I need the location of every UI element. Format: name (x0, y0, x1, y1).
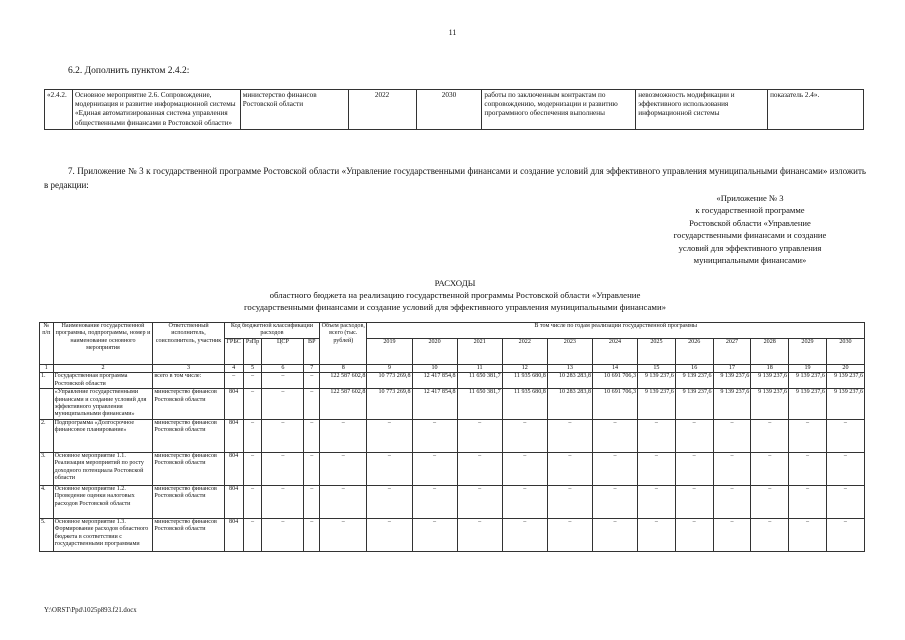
column-number: 2 (53, 364, 153, 372)
table-row (40, 518, 865, 551)
row-total: 122 587 602,8 (320, 389, 367, 420)
paragraph-7: 7. Приложение № 3 к государственной программе Ростовской области «Управление государственными финансами и создание условий для эффективного управления муниципальными финансами» изложить в редакции: (44, 166, 866, 190)
header-grbs: ГРБС (224, 338, 243, 364)
row-executor: министерство финансов Ростовской области (153, 389, 224, 420)
header-row (40, 323, 865, 339)
appendix-line: «Приложение № 3 (716, 193, 784, 203)
header-year: 2021 (457, 338, 502, 364)
row-grbs: 804 (224, 518, 243, 551)
appendix-line: государственными финансами и создание (673, 230, 827, 241)
row-year-value: – (713, 419, 751, 452)
row-year-value: – (367, 419, 412, 452)
section-6-2-heading: 6.2. Дополнить пунктом 2.4.2: (68, 66, 190, 76)
row-year-value: 9 139 237,6 (638, 389, 676, 420)
table-row (40, 419, 865, 452)
column-number: 8 (320, 364, 367, 372)
row-year-value: – (367, 518, 412, 551)
header-executor: Ответственный исполнитель, соисполнитель, участник (153, 323, 224, 365)
column-number: 9 (367, 364, 412, 372)
row-executor: министерство финансов Ростовской области (153, 518, 224, 551)
row-year-value: 11 650 381,7 (457, 373, 502, 389)
header-year: 2025 (638, 338, 676, 364)
table-row (40, 452, 865, 485)
header-year: 2027 (713, 338, 751, 364)
appendix-line: Ростовской области «Управление (689, 217, 811, 228)
row-total: – (320, 452, 367, 485)
row-csr: – (262, 419, 304, 452)
amendment-start-year: 2022 (348, 90, 416, 130)
row-grbs: – (224, 373, 243, 389)
row-year-value: – (457, 485, 502, 518)
row-vr: – (304, 518, 320, 551)
header-year: 2029 (789, 338, 827, 364)
column-number: 3 (153, 364, 224, 372)
column-number: 1 (40, 364, 54, 372)
column-number: 13 (547, 364, 592, 372)
row-csr: – (262, 485, 304, 518)
amendment-name: Основное мероприятие 2.6. Сопровождение, модернизация и развитие информационной системы «Единая автоматизированная система управления общественными финансами в Ростовской области» (72, 90, 240, 130)
row-csr: – (262, 373, 304, 389)
row-grbs: 804 (224, 452, 243, 485)
row-vr: – (304, 373, 320, 389)
column-number: 5 (243, 364, 262, 372)
amendment-consequence: невозможность модификации и эффективного использования информационной системы (636, 90, 768, 130)
row-grbs: 804 (224, 485, 243, 518)
row-year-value: 9 139 237,6 (789, 373, 827, 389)
row-year-value: – (751, 485, 789, 518)
row-total: – (320, 518, 367, 551)
row-year-value: 11 650 381,7 (457, 389, 502, 420)
row-year-value: – (502, 419, 547, 452)
column-number: 14 (592, 364, 637, 372)
row-year-value: – (457, 452, 502, 485)
header-by-years: В том числе по годам реализации государственной программы (367, 323, 865, 339)
column-number: 10 (412, 364, 457, 372)
row-num: 5. (40, 518, 54, 551)
row-year-value: – (412, 518, 457, 551)
row-vr: – (304, 452, 320, 485)
row-year-value: 10 691 706,3 (592, 389, 637, 420)
row-year-value: 9 139 237,6 (675, 373, 713, 389)
row-year-value: – (547, 419, 592, 452)
header-year: 2020 (412, 338, 457, 364)
table-row (40, 389, 865, 420)
row-csr: – (262, 518, 304, 551)
row-year-value: 10 283 283,8 (547, 389, 592, 420)
row-year-value: – (789, 452, 827, 485)
row-year-value: – (826, 419, 864, 452)
amendment-num: «2.4.2. (45, 90, 73, 130)
row-name: Государственная программа Ростовской области (53, 373, 153, 389)
row-year-value: 9 139 237,6 (713, 373, 751, 389)
row-year-value: – (547, 452, 592, 485)
row-year-value: – (713, 485, 751, 518)
appendix-header (600, 192, 900, 267)
row-name: Подпрограмма «Долгосрочное финансовое планирование» (53, 419, 153, 452)
header-name: Наименование государственной программы, подпрограммы, номер и наименование основного мероприятия (53, 323, 153, 365)
row-year-value: – (502, 485, 547, 518)
amendment-end-year: 2030 (416, 90, 482, 130)
row-total: – (320, 419, 367, 452)
row-year-value: – (592, 452, 637, 485)
header-vr: ВР (304, 338, 320, 364)
row-year-value: – (592, 419, 637, 452)
row-year-value: – (547, 518, 592, 551)
appendix-line: к государственной программе (695, 205, 805, 216)
expenses-heading (44, 277, 866, 313)
header-year: 2023 (547, 338, 592, 364)
row-year-value: 12 417 854,8 (412, 389, 457, 420)
column-number: 16 (675, 364, 713, 372)
row-year-value: – (826, 452, 864, 485)
row-name: Основное мероприятие 1.2. Проведение оценки налоговых расходов Ростовской области (53, 485, 153, 518)
row-year-value: 12 417 854,8 (412, 373, 457, 389)
row-year-value: 9 139 237,6 (789, 389, 827, 420)
row-num: 4. (40, 485, 54, 518)
row-csr: – (262, 452, 304, 485)
row-year-value: 9 139 237,6 (713, 389, 751, 420)
row-year-value: – (457, 419, 502, 452)
row-rzpr: – (243, 389, 262, 420)
row-year-value: 9 139 237,6 (638, 373, 676, 389)
row-year-value: – (367, 485, 412, 518)
row-year-value: – (826, 485, 864, 518)
row-rzpr: – (243, 419, 262, 452)
row-year-value: – (675, 419, 713, 452)
amendment-executor: министерство финансов Ростовской области (240, 90, 348, 130)
row-year-value: – (412, 452, 457, 485)
row-year-value: – (789, 518, 827, 551)
header-year: 2026 (675, 338, 713, 364)
row-num: 2. (40, 419, 54, 452)
row-name: Основное мероприятие 1.3. Формирование расходов областного бюджета в соответствии с государственными программами (53, 518, 153, 551)
file-path-footer: Y:\ORST\Ppd\1025p893.f21.docx (44, 607, 137, 614)
row-year-value: – (638, 452, 676, 485)
expenses-title: РАСХОДЫ (434, 278, 476, 288)
column-number: 4 (224, 364, 243, 372)
header-year: 2019 (367, 338, 412, 364)
header-num: № п/п (40, 323, 54, 365)
row-year-value: – (502, 518, 547, 551)
row-rzpr: – (243, 373, 262, 389)
row-vr: – (304, 419, 320, 452)
amendment-row (45, 90, 864, 130)
expenses-subtitle-line: государственными финансами и создание условий для эффективного управления муниципальными финансами» (243, 302, 667, 313)
column-number: 15 (638, 364, 676, 372)
amendment-table (44, 89, 864, 130)
row-name: «Управление государственными финансами и создание условий для эффективного управления муниципальными финансами» (53, 389, 153, 420)
row-year-value: – (789, 485, 827, 518)
row-year-value: – (713, 518, 751, 551)
row-year-value: 10 691 706,3 (592, 373, 637, 389)
column-number: 19 (789, 364, 827, 372)
row-year-value: – (592, 518, 637, 551)
column-number: 18 (751, 364, 789, 372)
row-executor: министерство финансов Ростовской области (153, 419, 224, 452)
row-year-value: 9 139 237,6 (751, 389, 789, 420)
column-number: 6 (262, 364, 304, 372)
row-year-value: – (412, 485, 457, 518)
header-csr: ЦСР (262, 338, 304, 364)
row-year-value: – (826, 518, 864, 551)
row-year-value: – (675, 452, 713, 485)
amendment-indicator: показатель 2.4». (768, 90, 864, 130)
row-year-value: 9 139 237,6 (826, 389, 864, 420)
column-number: 17 (713, 364, 751, 372)
row-year-value: – (592, 485, 637, 518)
row-year-value: 10 773 269,8 (367, 373, 412, 389)
row-year-value: – (502, 452, 547, 485)
header-volume: Объем расходов, всего (тыс. рублей) (320, 323, 367, 365)
header-year: 2022 (502, 338, 547, 364)
row-rzpr: – (243, 518, 262, 551)
row-year-value: – (675, 518, 713, 551)
header-year: 2024 (592, 338, 637, 364)
row-year-value: 9 139 237,6 (826, 373, 864, 389)
row-executor: министерство финансов Ростовской области (153, 452, 224, 485)
row-year-value: 10 773 269,8 (367, 389, 412, 420)
row-grbs: 804 (224, 389, 243, 420)
row-grbs: 804 (224, 419, 243, 452)
appendix-line: муниципальными финансами» (693, 255, 807, 266)
page-number: 11 (448, 28, 457, 37)
row-year-value: – (675, 485, 713, 518)
row-year-value: 9 139 237,6 (675, 389, 713, 420)
row-vr: – (304, 389, 320, 420)
row-year-value: – (412, 419, 457, 452)
row-name: Основное мероприятие 1.1. Реализация мероприятий по росту доходного потенциала Ростовской области (53, 452, 153, 485)
row-total: 122 587 602,8 (320, 373, 367, 389)
column-number-row (40, 364, 865, 372)
row-executor: министерство финансов Ростовской области (153, 485, 224, 518)
row-num (40, 389, 54, 420)
row-rzpr: – (243, 485, 262, 518)
row-csr: – (262, 389, 304, 420)
row-vr: – (304, 485, 320, 518)
expenses-subtitle-line: областного бюджета на реализацию государственной программы Ростовской области «Управление (269, 290, 641, 301)
header-year: 2028 (751, 338, 789, 364)
header-codes: Код бюджетной классификации расходов (224, 323, 319, 339)
column-number: 7 (304, 364, 320, 372)
row-executor: всего в том числе: (153, 373, 224, 389)
row-year-value: – (751, 518, 789, 551)
row-rzpr: – (243, 452, 262, 485)
row-year-value: – (457, 518, 502, 551)
row-num: 3. (40, 452, 54, 485)
row-year-value: – (638, 485, 676, 518)
amendment-result: работы по заключенным контрактам по сопровождению, модернизации и развитию программного обеспечения выполнены (482, 90, 636, 130)
row-year-value: – (638, 518, 676, 551)
appendix-line: условий для эффективного управления (678, 242, 822, 253)
row-num: 1. (40, 373, 54, 389)
header-year: 2030 (826, 338, 864, 364)
expenses-table (39, 322, 865, 552)
row-year-value: – (751, 419, 789, 452)
column-number: 20 (826, 364, 864, 372)
table-row (40, 485, 865, 518)
row-year-value: – (751, 452, 789, 485)
row-year-value: 11 935 680,8 (502, 373, 547, 389)
row-year-value: – (789, 419, 827, 452)
row-year-value: 10 283 283,8 (547, 373, 592, 389)
row-year-value: – (367, 452, 412, 485)
table-row (40, 373, 865, 389)
row-year-value: – (547, 485, 592, 518)
row-total: – (320, 485, 367, 518)
row-year-value: – (713, 452, 751, 485)
header-rzpr: РзПр (243, 338, 262, 364)
row-year-value: 11 935 680,8 (502, 389, 547, 420)
column-number: 12 (502, 364, 547, 372)
row-year-value: 9 139 237,6 (751, 373, 789, 389)
column-number: 11 (457, 364, 502, 372)
row-year-value: – (638, 419, 676, 452)
